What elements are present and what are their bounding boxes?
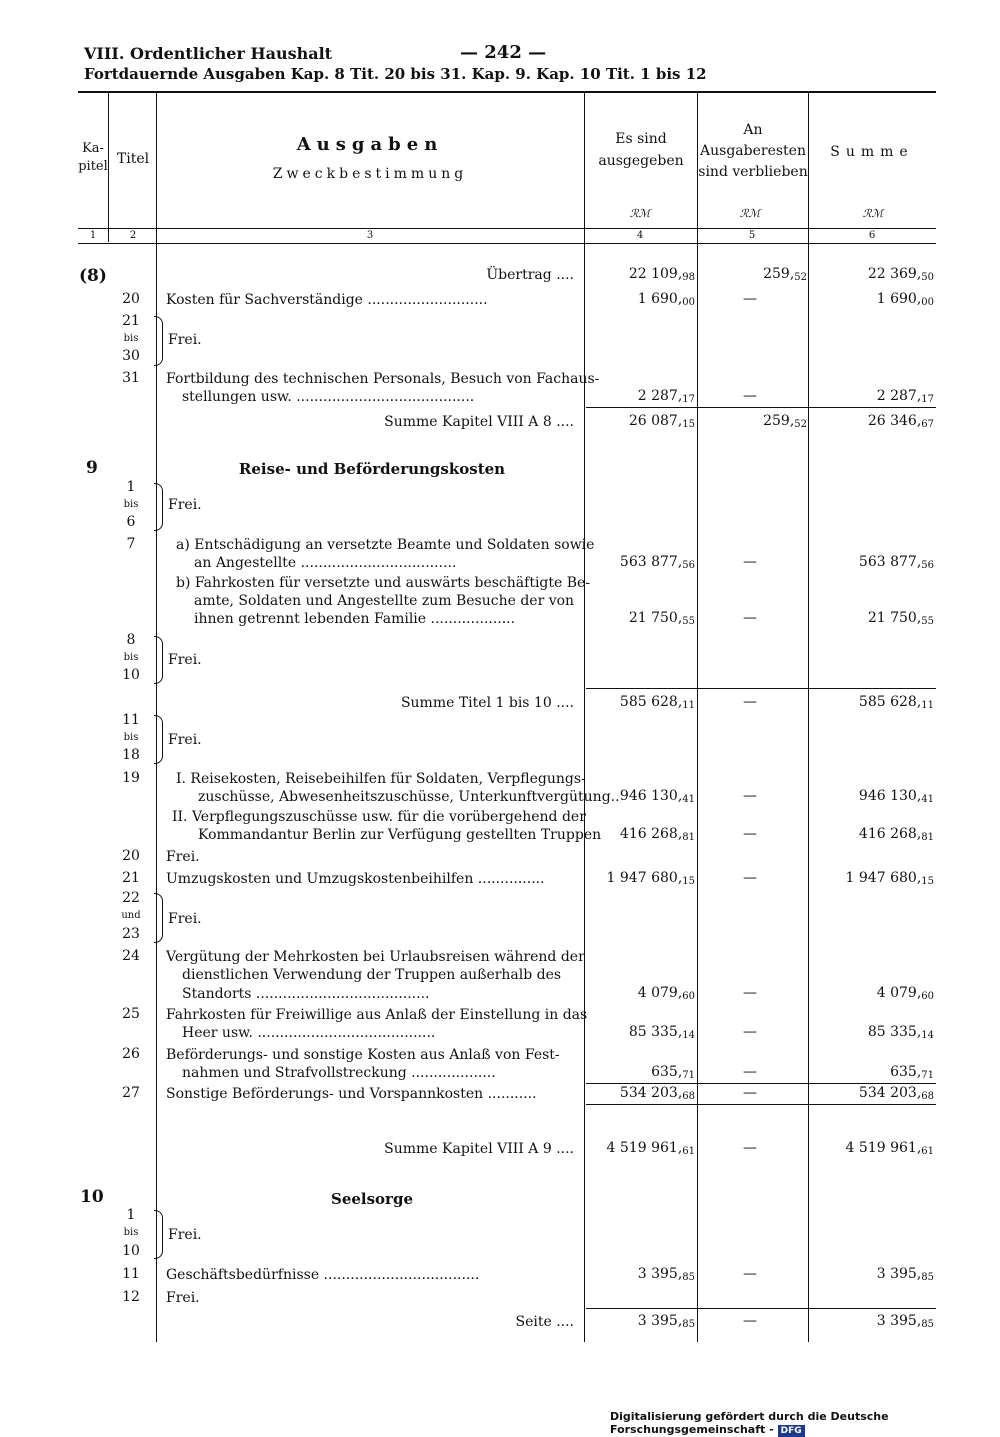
- kapitel-number: (8): [79, 266, 107, 286]
- col-number: 2: [129, 230, 137, 241]
- titel-number: 30: [122, 348, 140, 364]
- amount: $259,_{52}$: [763, 266, 807, 283]
- col-ausgegeben: Es sind ausgegeben: [598, 131, 684, 169]
- dash: —: [743, 1085, 757, 1101]
- bis-label: bis: [123, 499, 139, 510]
- col-kapitel: Ka- pitel: [78, 141, 108, 174]
- sum-rule: [586, 688, 936, 689]
- amount: 1 $690,_{00}$: [637, 291, 695, 308]
- unit-label: ℛℳ: [629, 207, 651, 220]
- titel-number: 11: [122, 712, 140, 728]
- dash: —: [743, 1313, 757, 1329]
- line-text: b) Fahrkosten für versetzte und auswärts beschäftigte Be-: [176, 575, 591, 591]
- amount: 416 $268,_{81}$: [619, 826, 695, 843]
- amount: 1 $690,_{00}$: [876, 291, 934, 308]
- amount: 563 $877,_{56}$: [858, 554, 934, 571]
- line-text: Umzugskosten und Umzugskostenbeihilfen ...............: [166, 871, 545, 887]
- line-text: stellungen usw. ........................................: [182, 389, 475, 405]
- col-titel: Titel: [116, 151, 150, 167]
- amount: 22 $369,_{50}$: [867, 266, 934, 283]
- col-number: 6: [868, 230, 876, 241]
- titel-number: 20: [122, 848, 140, 864]
- col-divider: [584, 92, 585, 1342]
- dash: —: [743, 870, 757, 886]
- titel-number: 27: [122, 1085, 140, 1101]
- amount: 3 $395,_{85}$: [637, 1313, 695, 1330]
- amount: 1 947 $680,_{15}$: [845, 870, 934, 887]
- amount: 534 $203,_{68}$: [619, 1085, 695, 1102]
- amount: 3 $395,_{85}$: [876, 1313, 934, 1330]
- amount: 534 $203,_{68}$: [858, 1085, 934, 1102]
- titel-number: 12: [122, 1289, 140, 1305]
- line-text: Sonstige Beförderungs- und Vorspannkosten ...........: [166, 1086, 537, 1102]
- line-text: dienstlichen Verwendung der Truppen außerhalb des: [182, 967, 562, 983]
- brace: [154, 483, 163, 531]
- line-text: Heer usw. ........................................: [182, 1025, 436, 1041]
- frei-label: Frei.: [168, 497, 202, 513]
- line-text: Beförderungs- und sonstige Kosten aus Anlaß von Fest-: [166, 1047, 560, 1063]
- frei-label: Frei.: [166, 1290, 200, 1306]
- titel-number: 26: [122, 1046, 140, 1062]
- amount: 946 $130,_{41}$: [858, 788, 934, 805]
- amount: $259,_{52}$: [763, 413, 807, 430]
- digitization-credit: [610, 1410, 1000, 1437]
- line-text: a) Entschädigung an versetzte Beamte und Soldaten sowie: [176, 537, 595, 553]
- titel-number: 23: [122, 926, 140, 942]
- amount: 1 947 $680,_{15}$: [606, 870, 695, 887]
- line-text: ihnen getrennt lebenden Familie ...................: [194, 611, 516, 627]
- titel-number: 31: [122, 370, 140, 386]
- frei-label: Frei.: [168, 1227, 202, 1243]
- dash: —: [743, 610, 757, 626]
- amount: 22 $109,_{98}$: [628, 266, 695, 283]
- amount: 85 $335,_{14}$: [867, 1024, 934, 1041]
- dash: —: [743, 291, 757, 307]
- titel-number: 1: [126, 1207, 136, 1223]
- line-text: Kosten für Sachverständige ...........................: [166, 292, 488, 308]
- dash: —: [743, 985, 757, 1001]
- amount: 4 $079,_{60}$: [637, 985, 695, 1002]
- frei-label: Frei.: [168, 332, 202, 348]
- line-text: Fahrkosten für Freiwillige aus Anlaß der Einstellung in das: [166, 1007, 588, 1023]
- amount: 21 $750,_{55}$: [867, 610, 934, 627]
- line-text: an Angestellte ...................................: [194, 555, 457, 571]
- line-text: Kommandantur Berlin zur Verfügung gestellten Truppen: [198, 827, 602, 843]
- amount: 4 519 $961,_{61}$: [845, 1140, 934, 1157]
- col-number: 4: [636, 230, 644, 241]
- sum-rule: [586, 1104, 936, 1105]
- sum-label: Summe Kapitel VIII A 8 ....: [384, 414, 574, 430]
- sum-rule: [586, 1308, 936, 1309]
- titel-number: 19: [122, 770, 140, 786]
- amount: 416 $268,_{81}$: [858, 826, 934, 843]
- amount: 2 $287,_{17}$: [637, 388, 695, 405]
- col-divider: [108, 92, 109, 242]
- bis-label: bis: [123, 1227, 139, 1238]
- line-text: Fortbildung des technischen Personals, Besuch von Fachaus-: [166, 371, 600, 387]
- col-number: 1: [89, 230, 97, 241]
- amount: 21 $750,_{55}$: [628, 610, 695, 627]
- und-label: und: [121, 910, 141, 921]
- line-text: Vergütung der Mehrkosten bei Urlaubsreisen während der: [166, 949, 585, 965]
- line-text: Geschäftsbedürfnisse ...................................: [166, 1267, 480, 1283]
- titel-number: 21: [122, 313, 140, 329]
- unit-label: ℛℳ: [862, 207, 884, 220]
- amount: $635,_{71}$: [890, 1064, 934, 1081]
- dash: —: [743, 388, 757, 404]
- kapitel-number: 10: [80, 1187, 104, 1207]
- line-text: zuschüsse, Abwesenheitszuschüsse, Unterkunftvergütung..: [198, 789, 620, 805]
- page-number: — 242 —: [460, 42, 547, 63]
- line-text: nahmen und Strafvollstreckung ...................: [182, 1065, 496, 1081]
- line-text: II. Verpflegungszuschüsse usw. für die vorübergehend der: [172, 809, 586, 825]
- amount: 946 $130,_{41}$: [619, 788, 695, 805]
- frei-label: Frei.: [168, 652, 202, 668]
- sum-label: Summe Kapitel VIII A 9 ....: [384, 1141, 574, 1157]
- amount: 85 $335,_{14}$: [628, 1024, 695, 1041]
- brace: [154, 715, 163, 764]
- section-heading: Reise- und Beförderungskosten: [238, 460, 506, 478]
- amount: 3 $395,_{85}$: [876, 1266, 934, 1283]
- row-rule: [586, 1083, 936, 1084]
- section-heading: Seelsorge: [330, 1190, 413, 1208]
- dash: —: [743, 1266, 757, 1282]
- amount: 26 $346,_{67}$: [867, 413, 934, 430]
- sum-rule: [586, 407, 936, 408]
- dfg-logo: DFG: [778, 1425, 805, 1437]
- titel-number: 18: [122, 747, 140, 763]
- amount: 585 $628,_{11}$: [619, 694, 695, 711]
- sum-label: Summe Titel 1 bis 10 ....: [400, 695, 574, 711]
- dash: —: [743, 554, 757, 570]
- bis-label: bis: [123, 333, 139, 344]
- brace: [154, 1210, 163, 1259]
- line-text: amte, Soldaten und Angestellte zum Besuche der von: [194, 593, 575, 609]
- titel-number: 1: [126, 479, 136, 495]
- kapitel-number: 9: [86, 458, 98, 478]
- frei-label: Frei.: [168, 732, 202, 748]
- titel-number: 8: [126, 632, 136, 648]
- dash: —: [743, 1024, 757, 1040]
- col-ausgaben: Ausgaben: [296, 134, 444, 155]
- col-zweck: Zweckbestimmung: [272, 166, 468, 182]
- dash: —: [743, 788, 757, 804]
- brace: [154, 636, 163, 684]
- uebertrag-label: Übertrag ....: [486, 267, 574, 283]
- col-divider: [808, 92, 809, 1342]
- titel-number: 10: [122, 1243, 140, 1259]
- amount: 2 $287,_{17}$: [876, 388, 934, 405]
- page-total-label: Seite ....: [515, 1314, 574, 1330]
- amount: 26 $087,_{15}$: [628, 413, 695, 430]
- titel-number: 10: [122, 667, 140, 683]
- titel-number: 22: [122, 890, 140, 906]
- col-summe: Summe: [830, 144, 914, 160]
- titel-number: 21: [122, 870, 140, 886]
- section-title: VIII. Ordentlicher Haushalt: [84, 44, 333, 63]
- page-subtitle: Fortdauernde Ausgaben Kap. 8 Tit. 20 bis 31. Kap. 9. Kap. 10 Tit. 1 bis 12: [84, 65, 707, 83]
- credit-text: Digitalisierung gefördert durch die Deutsche Forschungsgemeinschaft -: [610, 1410, 889, 1436]
- titel-number: 7: [126, 536, 136, 552]
- dash: —: [743, 694, 757, 710]
- amount: 4 $079,_{60}$: [876, 985, 934, 1002]
- brace: [154, 316, 163, 366]
- line-text: Standorts .......................................: [182, 986, 430, 1002]
- dash: —: [743, 1140, 757, 1156]
- amount: 4 519 $961,_{61}$: [606, 1140, 695, 1157]
- col-divider: [697, 92, 698, 1342]
- col-number: 5: [748, 230, 756, 241]
- amount: 3 $395,_{85}$: [637, 1266, 695, 1283]
- col-number: 3: [366, 230, 374, 241]
- titel-number: 6: [126, 514, 136, 530]
- bis-label: bis: [123, 652, 139, 663]
- titel-number: 11: [122, 1266, 140, 1282]
- titel-number: 24: [122, 948, 140, 964]
- brace: [154, 893, 163, 943]
- amount: 563 $877,_{56}$: [619, 554, 695, 571]
- col-ausgabereste: An Ausgaberesten sind verblieben: [698, 122, 808, 180]
- titel-number: 20: [122, 291, 140, 307]
- dash: —: [743, 1064, 757, 1080]
- amount: 585 $628,_{11}$: [858, 694, 934, 711]
- bis-label: bis: [123, 732, 139, 743]
- line-text: I. Reisekosten, Reisebeihilfen für Soldaten, Verpflegungs-: [176, 771, 586, 787]
- dash: —: [743, 826, 757, 842]
- frei-label: Frei.: [168, 911, 202, 927]
- amount: $635,_{71}$: [651, 1064, 695, 1081]
- unit-label: ℛℳ: [739, 207, 761, 220]
- frei-label: Frei.: [166, 849, 200, 865]
- titel-number: 25: [122, 1006, 140, 1022]
